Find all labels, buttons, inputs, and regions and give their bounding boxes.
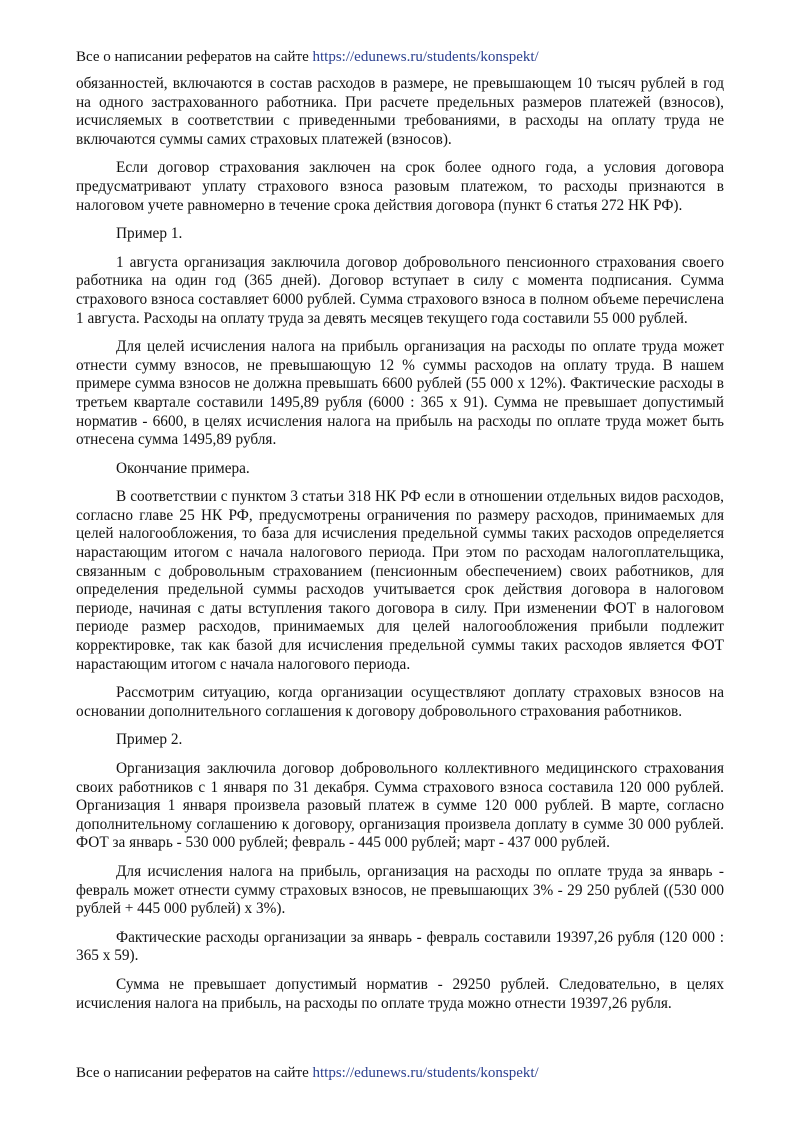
header-link[interactable]: https://edunews.ru/students/konspekt/: [312, 49, 539, 65]
paragraph: Если договор страхования заключен на срок более одного года, а условия договора предусматривают уплату страхового взноса разовым платежом, то расходы признаются в налоговом учете равномерно в течение срока действия договора (пункт 6 статья 272 НК РФ).: [76, 159, 724, 214]
footer-link[interactable]: https://edunews.ru/students/konspekt/: [312, 1065, 539, 1081]
paragraph: Для целей исчисления налога на прибыль организация на расходы по оплате труда может отнести сумму взносов, не превышающую 12 % суммы расходов на оплату труда. В нашем примере сумма взносов не должна превышать 6600 рублей (55 000 х 12%). Фактические расходы в третьем квартале составили 1495,89 рубля (6000 : 365 х 91). Сумма не превышает допустимый норматив - 6600, в целях исчисления налога на прибыль на расходы по оплате труда может быть отнесена сумма 1495,89 рубля.: [76, 338, 724, 449]
paragraph: Организация заключила договор добровольного коллективного медицинского страхования своих работников с 1 января по 31 декабря. Сумма страхового взноса составила 120 000 рублей. Организация 1 января произвела разовый платеж в сумме 120 000 рублей. В марте, согласно дополнительному соглашению к договору, организация произвела доплату в сумме 30 000 рублей. ФОТ за январь - 530 000 рублей; февраль - 445 000 рублей; март - 437 000 рублей.: [76, 760, 724, 852]
example-heading: Пример 1.: [116, 225, 183, 243]
paragraph: Сумма не превышает допустимый норматив - 29250 рублей. Следовательно, в целях исчисления налога на прибыль, на расходы по оплате труда можно отнести 19397,26 рубля.: [76, 975, 724, 1012]
paragraph: В соответствии с пунктом 3 статьи 318 НК РФ если в отношении отдельных видов расходов, согласно главе 25 НК РФ, предусмотрены ограничения по размеру расходов, принимаемых для целей налогообложения, то база для исчисления предельной суммы таких расходов определяется нарастающим итогом с начала налогового периода. При этом по расходам налогоплательщика, связанным с добровольным страхованием (пенсионным обеспечением) своих работников, для определения предельной суммы расходов учитывается срок действия договора в налоговом периоде, начиная с даты вступления такого договора в силу. При изменении ФОТ в налоговом периоде размер расходов, принимаемых для целей налогообложения прибыли подлежит корректировке, так как базой для исчисления предельной суммы таких расходов является ФОТ нарастающим итогом с начала налогового периода.: [76, 488, 724, 673]
paragraph: 1 августа организация заключила договор добровольного пенсионного страхования своего работника на один год (365 дней). Договор вступает в силу с момента подписания. Сумма страхового взноса составляет 6000 рублей. Сумма страхового взноса в полном объеме перечислена 1 августа. Расходы на оплату труда за девять месяцев текущего года составили 55 000 рублей.: [76, 253, 724, 327]
paragraph: Для исчисления налога на прибыль, организация на расходы по оплате труда за январь - февраль может отнести сумму страховых взносов, не превышающих 3% - 29 250 рублей ((530 000 рублей + 445 000 рублей) х 3%).: [76, 862, 724, 918]
header-text: Все о написании рефератов на сайте: [76, 49, 313, 65]
paragraph: Фактические расходы организации за январь - февраль составили 19397,26 рубля (120 000 : 365 х 59).: [76, 928, 724, 965]
example-heading: Пример 2.: [116, 731, 183, 749]
page-header: [76, 48, 724, 66]
footer-text: Все о написании рефератов на сайте: [76, 1065, 313, 1081]
example-end: Окончание примера.: [116, 459, 250, 477]
paragraph: Рассмотрим ситуацию, когда организации осуществляют доплату страховых взносов на основании дополнительного соглашения к договору добровольного страхования работников.: [76, 684, 724, 720]
document-body: [76, 75, 724, 1023]
page-footer: [76, 1064, 724, 1082]
paragraph-continuation: обязанностей, включаются в состав расходов в размере, не превышающем 10 тысяч рублей в год на одного застрахованного работника. При расчете предельных размеров платежей (взносов), исчисляемых в соответствии с приведенными требованиями, в расходы на оплату труда не включаются суммы самих страховых платежей (взносов).: [76, 75, 724, 148]
